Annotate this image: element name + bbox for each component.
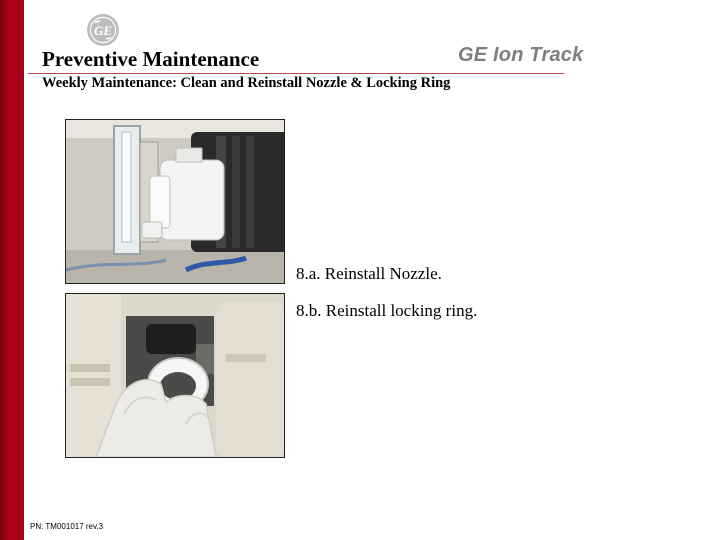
- step-8b-label: 8.b. Reinstall locking ring.: [296, 301, 478, 320]
- page-title: Preventive Maintenance: [42, 47, 260, 71]
- part-number: PN: TM001017 rev.3: [30, 522, 104, 531]
- step-8a-label: 8.a. Reinstall Nozzle.: [296, 264, 442, 283]
- brand-name: GE Ion Track: [458, 44, 584, 66]
- page-subtitle: Weekly Maintenance: Clean and Reinstall Nozzle & Locking Ring: [42, 75, 451, 91]
- header-divider: [28, 73, 564, 74]
- locking-ring-photo: [65, 293, 285, 458]
- ge-logo-icon: [86, 13, 120, 47]
- nozzle-photo: [65, 119, 285, 284]
- logo-text: GE: [93, 23, 113, 38]
- side-accent-bar: [0, 0, 24, 540]
